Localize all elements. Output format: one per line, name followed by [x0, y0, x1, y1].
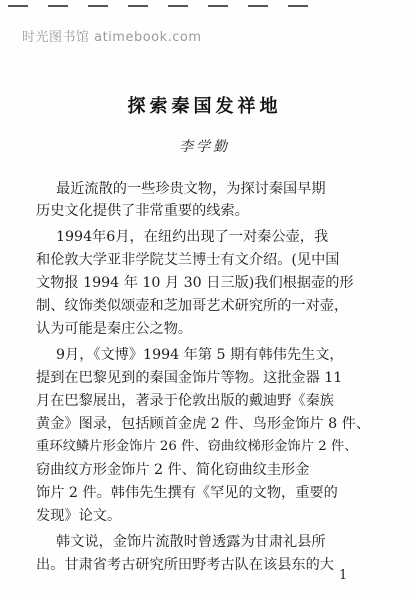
body-line: 重环纹鳞片形金饰片 26 件、窃曲纹梯形金饰片 2 件、 — [36, 439, 358, 454]
body-line: 认为可能是秦庄公之物。 — [36, 321, 193, 337]
author-name: 李学勤 — [179, 139, 230, 155]
body-line: 和伦敦大学亚非学院艾兰博士有文介绍。(见中国 — [36, 252, 340, 268]
page-title: 探索秦国发祥地 — [127, 96, 282, 117]
body-line: 黄金》图录，包括顾首金虎 2 件、鸟形金饰片 8 件、 — [36, 416, 371, 432]
body-line: 窃曲纹方形金饰片 2 件、简化窃曲纹圭形金 — [36, 462, 310, 478]
body-line: 提到在巴黎见到的秦国金饰片等物。这批金器 11 — [36, 370, 343, 386]
body-line: 文物报 1994 年 10 月 30 日三版)我们根据壶的形 — [36, 275, 354, 291]
body-line: 1994年6月，在纽约出现了一对秦公壶，我 — [56, 229, 329, 245]
page-number: 1 — [339, 568, 348, 583]
body-line: 制、纹饰类似颂壶和芝加哥艺术研究所的一对壶， — [36, 298, 349, 314]
body-line: 最近流散的一些珍贵文物，为探讨秦国早期 — [56, 181, 326, 197]
watermark: 时光图书馆 atimebook.com — [22, 30, 202, 45]
body-line: 发现》论文。 — [36, 508, 122, 524]
scan-edge-dashes — [8, 0, 308, 8]
body-line: 月在巴黎展出，著录于伦敦出版的戴迪野《秦族 — [36, 393, 334, 409]
body-line: 9月，《文博》1994 年第 5 期有韩伟先生文， — [56, 347, 344, 363]
body-line: 饰片 2 件。韩伟先生撰有《罕见的文物，重要的 — [36, 485, 338, 501]
body-line: 出。甘肃省考古研究所田野考古队在该县东的大 — [36, 557, 334, 573]
body-line: 历史文化提供了非常重要的线索。 — [36, 203, 249, 219]
body-line: 韩文说，金饰片流散时曾透露为甘肃礼县所 — [56, 534, 326, 550]
